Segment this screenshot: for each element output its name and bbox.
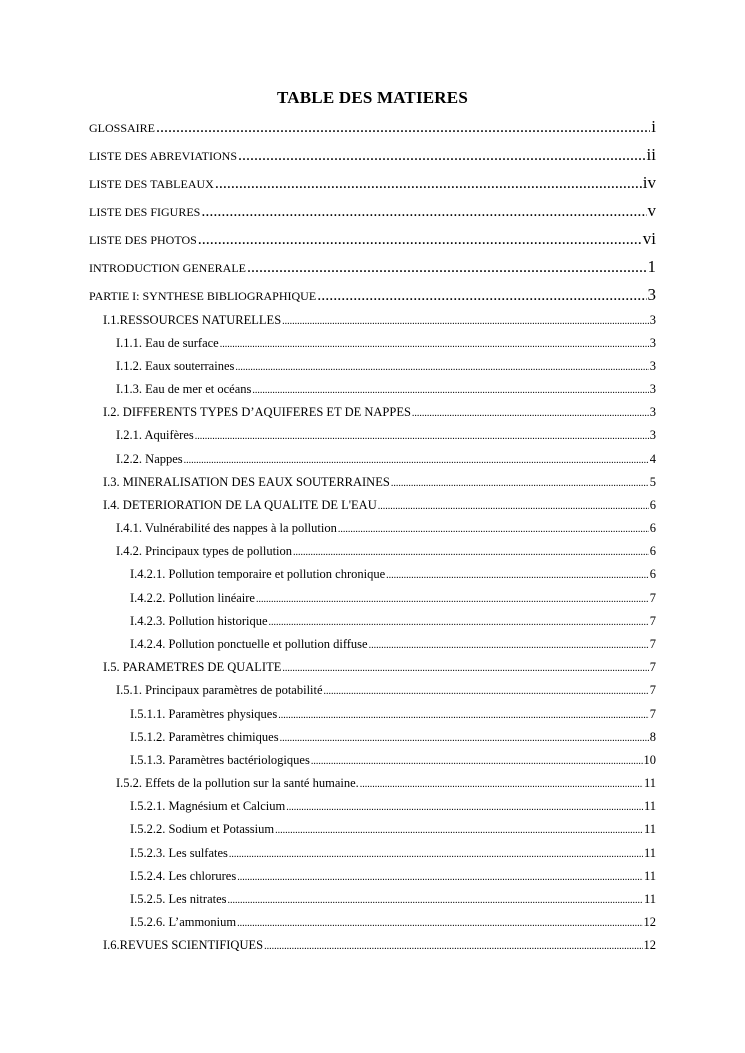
toc-page-number: i <box>651 117 656 136</box>
toc-entry-label: I.5.1.1. Paramètres physiques <box>130 707 278 721</box>
toc-entry-label: I.1.2. Eaux souterraines <box>116 359 235 373</box>
dot-leader <box>324 686 649 697</box>
toc-entry-label: I.4.1. Vulnérabilité des nappes à la pollution <box>116 521 337 535</box>
toc-page-number: 3 <box>649 336 656 350</box>
toc-entry-label: I.4.2. Principaux types de pollution <box>116 544 293 558</box>
dot-leader <box>338 524 649 535</box>
dot-leader <box>215 175 642 193</box>
toc-page-number: 3 <box>649 405 656 419</box>
toc-entry-label: LISTE DES PHOTOS <box>89 233 197 247</box>
toc-page-number: 8 <box>649 730 656 744</box>
dot-leader <box>317 287 646 305</box>
toc-entry[interactable] <box>130 637 656 652</box>
toc-entry[interactable] <box>116 359 656 374</box>
toc-entry-label: I.2.2. Nappes <box>116 452 183 466</box>
toc-entry-label: I.5.1. Principaux paramètres de potabilité <box>116 683 323 697</box>
dot-leader <box>238 147 646 165</box>
toc-page-number: 11 <box>643 892 656 906</box>
toc-entry-label: I.6.REVUES SCIENTIFIQUES <box>103 938 264 952</box>
dot-leader <box>156 119 650 137</box>
toc-entry[interactable] <box>130 567 656 582</box>
toc-page-number: v <box>647 201 656 220</box>
dot-leader <box>282 663 648 674</box>
toc-entry[interactable] <box>103 313 656 328</box>
toc-entry-label: PARTIE I: SYNTHESE BIBLIOGRAPHIQUE <box>89 289 317 303</box>
toc-entry[interactable] <box>116 336 656 351</box>
dot-leader <box>229 849 643 860</box>
dot-leader <box>286 802 643 813</box>
toc-entry-partie-1[interactable] <box>89 285 656 305</box>
toc-entry-label: I.4.2.3. Pollution historique <box>130 614 268 628</box>
toc-entry[interactable] <box>116 382 656 397</box>
toc-entry-label: I.1.3. Eau de mer et océans <box>116 382 252 396</box>
toc-entry-label: I.4. DETERIORATION DE LA QUALITE DE L'EAU <box>103 498 377 512</box>
toc-entry[interactable] <box>103 498 656 513</box>
dot-leader <box>275 825 643 836</box>
toc-page-number: 3 <box>649 428 656 442</box>
toc-entry-label: I.1.1. Eau de surface <box>116 336 219 350</box>
toc-page-number: 7 <box>649 614 656 628</box>
toc-entry[interactable] <box>130 730 656 745</box>
toc-entry[interactable] <box>130 822 656 837</box>
toc-page-number: 12 <box>643 915 656 929</box>
toc-entry-label: I.2.1. Aquifères <box>116 428 194 442</box>
toc-entry[interactable] <box>116 428 656 443</box>
toc-entry-label: INTRODUCTION GENERALE <box>89 261 246 275</box>
toc-entry[interactable] <box>130 753 656 768</box>
toc-entry-label: I.5.2.6. L’ammonium <box>130 915 237 929</box>
toc-entry-label: LISTE DES TABLEAUX <box>89 177 214 191</box>
toc-entry[interactable] <box>130 869 656 884</box>
dot-leader <box>235 362 648 373</box>
dot-leader <box>369 640 649 651</box>
toc-entry-label: I.5.2.2. Sodium et Potassium <box>130 822 275 836</box>
dot-leader <box>391 478 649 489</box>
toc-entry[interactable] <box>130 591 656 606</box>
dot-leader <box>269 617 649 628</box>
toc-entry[interactable] <box>116 544 656 559</box>
toc-page-number: 6 <box>649 498 656 512</box>
toc-entry[interactable] <box>103 475 656 490</box>
toc-page-number: 6 <box>649 567 656 581</box>
toc-entry[interactable] <box>116 683 656 698</box>
toc-page-number: 4 <box>649 452 656 466</box>
toc-page-number: 7 <box>649 637 656 651</box>
toc-entry-label: I.5.2.3. Les sulfates <box>130 846 228 860</box>
toc-entry[interactable] <box>130 846 656 861</box>
toc-entry-label: I.4.2.2. Pollution linéaire <box>130 591 255 605</box>
toc-page-number: 3 <box>649 382 656 396</box>
dot-leader <box>282 316 649 327</box>
toc-entry-label: I.5.2.1. Magnésium et Calcium <box>130 799 286 813</box>
toc-entry-label: GLOSSAIRE <box>89 121 156 135</box>
toc-entry-label: I.5.2.4. Les chlorures <box>130 869 237 883</box>
toc-page-number: 11 <box>643 869 656 883</box>
toc-page-number: 7 <box>649 683 656 697</box>
toc-entry-label: LISTE DES ABREVIATIONS <box>89 149 238 163</box>
dot-leader <box>280 733 649 744</box>
dot-leader <box>237 872 643 883</box>
dot-leader <box>412 408 649 419</box>
toc-entry[interactable] <box>116 776 656 791</box>
toc-entry-abreviations[interactable] <box>89 145 656 165</box>
dot-leader <box>184 455 649 466</box>
toc-page-number: 1 <box>647 257 656 276</box>
toc-entry[interactable] <box>103 938 656 953</box>
dot-leader <box>237 918 642 929</box>
toc-entry-label: I.4.2.4. Pollution ponctuelle et pollution diffuse <box>130 637 368 651</box>
toc-entry-label: I.5.1.3. Paramètres bactériologiques <box>130 753 310 767</box>
toc-entry-figures[interactable] <box>89 201 656 221</box>
toc-entry[interactable] <box>130 799 656 814</box>
toc-entry-introduction[interactable] <box>89 257 656 277</box>
toc-page-number: 6 <box>649 521 656 535</box>
toc-entry-tableaux[interactable] <box>89 173 656 193</box>
toc-page-number: 6 <box>649 544 656 558</box>
toc-entry[interactable] <box>130 892 656 907</box>
toc-entry-label: LISTE DES FIGURES <box>89 205 201 219</box>
toc-entry-label: I.5.1.2. Paramètres chimiques <box>130 730 279 744</box>
dot-leader <box>264 941 642 952</box>
toc-entry-label: I.5.2. Effets de la pollution sur la santé humaine. <box>116 776 359 790</box>
toc-page-number: 10 <box>643 753 656 767</box>
toc-entry[interactable] <box>130 614 656 629</box>
toc-page-number: 11 <box>643 822 656 836</box>
dot-leader <box>195 431 649 442</box>
toc-page-number: vi <box>642 229 656 248</box>
dot-leader <box>252 385 648 396</box>
dot-leader <box>247 259 647 277</box>
dot-leader <box>278 710 649 721</box>
toc-page-number: ii <box>646 145 656 164</box>
dot-leader <box>198 231 642 249</box>
dot-leader <box>220 339 649 350</box>
dot-leader <box>293 547 649 558</box>
dot-leader <box>311 756 643 767</box>
toc-entry[interactable] <box>130 915 656 930</box>
dot-leader <box>360 779 643 790</box>
toc-page-number: 3 <box>649 313 656 327</box>
toc-page-number: 11 <box>643 846 656 860</box>
dot-leader <box>386 570 649 581</box>
toc-page-number: 3 <box>647 285 656 304</box>
toc-page-number: 3 <box>649 359 656 373</box>
dot-leader <box>201 203 646 221</box>
toc-entry-label: I.1.RESSOURCES NATURELLES <box>103 313 282 327</box>
toc-entry-label: I.4.2.1. Pollution temporaire et pollution chronique <box>130 567 386 581</box>
dot-leader <box>228 895 643 906</box>
toc-page-number: 12 <box>643 938 656 952</box>
toc-entry[interactable] <box>103 405 656 420</box>
toc-entry[interactable] <box>116 452 656 467</box>
toc-entry[interactable] <box>116 521 656 536</box>
toc-entry-label: I.5. PARAMETRES DE QUALITE <box>103 660 282 674</box>
page-title: TABLE DES MATIERES <box>277 88 468 107</box>
toc-page-number: iv <box>642 173 656 192</box>
toc-entry-label: I.2. DIFFERENTS TYPES D’AQUIFERES ET DE NAPPES <box>103 405 411 419</box>
toc-page-number: 7 <box>649 707 656 721</box>
toc-page-number: 7 <box>649 591 656 605</box>
toc-page-number: 7 <box>649 660 656 674</box>
toc-entry-photos[interactable] <box>89 229 656 249</box>
toc-page-number: 11 <box>643 776 656 790</box>
dot-leader <box>256 594 649 605</box>
toc-entry-label: I.5.2.5. Les nitrates <box>130 892 227 906</box>
dot-leader <box>378 501 649 512</box>
toc-entry[interactable] <box>103 660 656 675</box>
toc-page-number: 5 <box>649 475 656 489</box>
toc-entry-glossaire[interactable] <box>89 117 656 137</box>
toc-page-number: 11 <box>643 799 656 813</box>
toc-entry-label: I.3. MINERALISATION DES EAUX SOUTERRAINES <box>103 475 390 489</box>
toc-entry[interactable] <box>130 707 656 722</box>
